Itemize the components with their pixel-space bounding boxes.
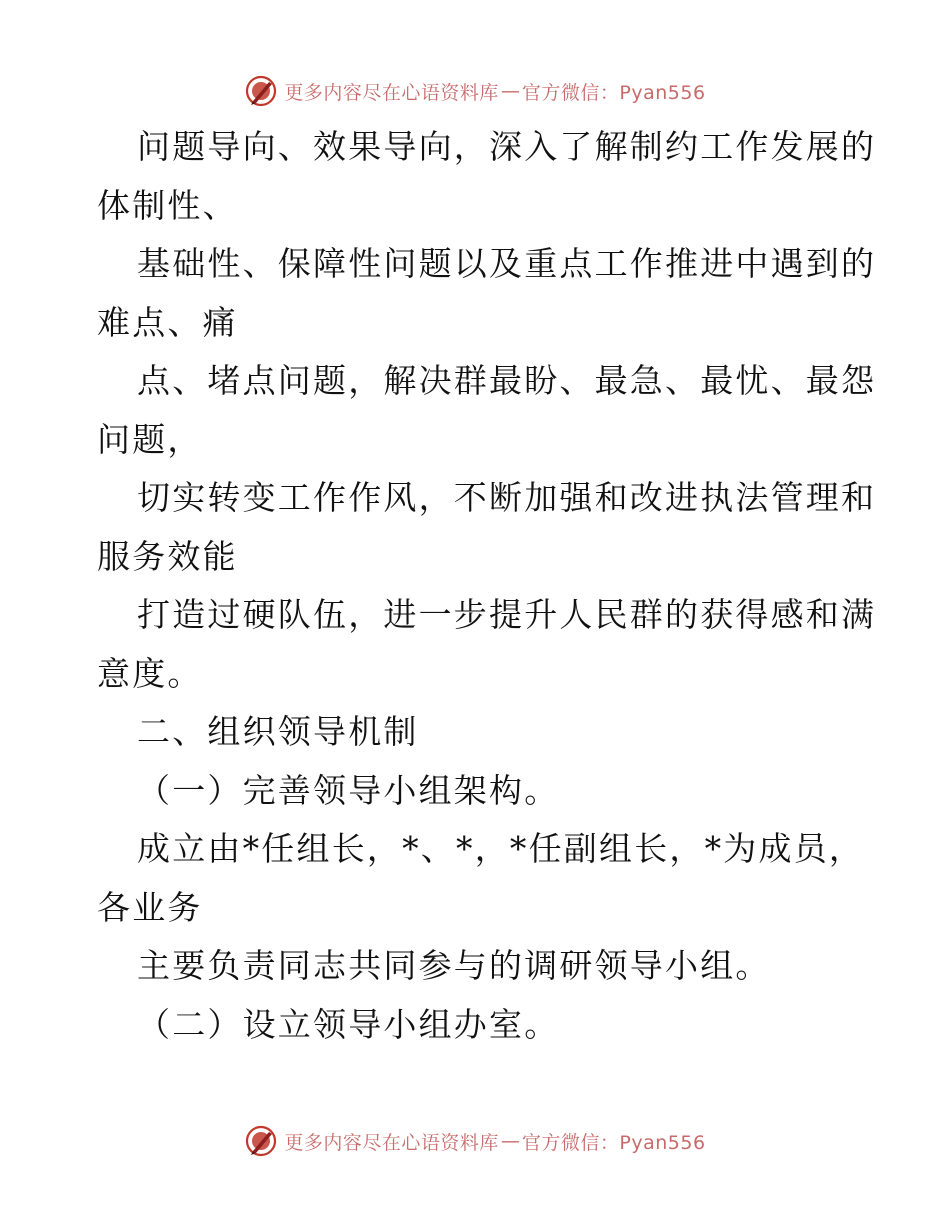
- document-body: [97, 118, 877, 1054]
- body-line: 问题，: [97, 419, 203, 459]
- header-watermark: [0, 74, 950, 108]
- section-heading: 二、组织领导机制: [137, 712, 419, 751]
- body-line: 基础性、保障性问题以及重点工作推进中遇到的: [137, 244, 877, 283]
- pen-seal-icon: [244, 1124, 278, 1158]
- body-line: 主要负责同志共同参与的调研领导小组。: [137, 946, 771, 985]
- watermark-suffix: 官方微信：Pyan556: [521, 1131, 706, 1154]
- watermark-dash: —: [500, 1130, 520, 1152]
- subsection-heading: （一）完善领导小组架构。: [137, 770, 560, 810]
- body-line: 切实转变工作作风，不断加强和改进执法管理和: [137, 478, 877, 517]
- body-line: 意度。: [97, 653, 203, 693]
- body-line: 各业务: [97, 887, 203, 927]
- subsection-heading: （二）设立领导小组办室。: [137, 1004, 560, 1044]
- watermark-main-text: 更多内容尽在心语资料库: [284, 1131, 499, 1154]
- watermark-dash: —: [500, 80, 520, 102]
- watermark-suffix: 官方微信：Pyan556: [521, 81, 706, 104]
- body-line: 服务效能: [97, 536, 238, 576]
- body-line: 难点、痛: [97, 302, 238, 342]
- body-line: 打造过硬队伍，进一步提升人民群的获得感和满: [137, 595, 877, 634]
- watermark-main-text: 更多内容尽在心语资料库: [284, 81, 499, 104]
- body-line: 体制性、: [97, 185, 238, 225]
- pen-seal-icon: [244, 74, 278, 108]
- body-line: 成立由*任组长，*、*，*任副组长，*为成员，: [137, 829, 865, 868]
- body-line: 问题导向、效果导向，深入了解制约工作发展的: [137, 127, 877, 166]
- body-line: 点、堵点问题，解决群最盼、最急、最忧、最怨: [137, 361, 877, 400]
- footer-watermark: [0, 1124, 950, 1158]
